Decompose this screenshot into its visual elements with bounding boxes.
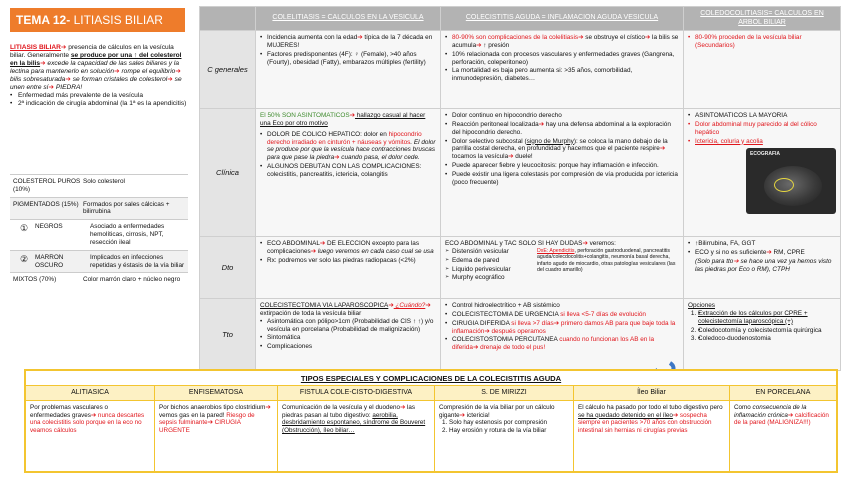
dto-coledocolitiasis: • ↑Bilirrubina, FA, GGT • ECO y si no es suficiente➔ RM, CPRE (Solo para tto➔ se hace una vez ya hemos visto las piedras por Eco o RM), CTPH: [684, 237, 841, 299]
corner-cell: [200, 7, 256, 31]
header-coledocolitiasis: COLEDOCOLITIASIS= CALCULOS EN ARBOL BILIAR: [684, 7, 841, 31]
page-title: [10, 8, 185, 32]
stones-table: [10, 174, 188, 287]
col-ileo-biliar: Íleo Biliar El cálculo ha pasado por todo el tubo digestivo pero se ha quedado detenido en el íleo➔ sospecha siempre en pacientes >70 años con obstrucción intestinal sin hernias ni cirugías previas: [574, 386, 730, 471]
dto-colecistitis: ECO ABDOMINAL y TAC SOLO SI HAY DUDAS➔ veremos: ➢ Distensión vesicular ➢ Edema de pared ➢ Líquido perivesicular ➢ Murphy ecográfico DxE: Apendicitis, perforación gastroduodenal, pancreatitis aguda/colecdocolitis+colangitis, neumonía basal derecha, infarto agudo de miocardio, otras patologías vesiculares (las del cuadro amarillo): [441, 237, 684, 299]
intro-bullet: • 2ª indicación de cirugía abdominal (la 1ª es la apendicitis): [10, 100, 188, 108]
row-label-generales: C generales: [200, 31, 256, 109]
ultrasound-image: ECOGRAFIA: [746, 148, 836, 214]
differential-diagnosis: DxE: Apendicitis, perforación gastroduodenal, pancreatitis aguda/colecdocolitis+colangitis, neumonía basal derecha, infarto agudo de miocardio, otras patologías vesiculares (las del cuadro amarillo): [537, 247, 676, 273]
stones-row: PIGMENTADOS (15%) Formados por sales cálcicas + bilirrubina: [10, 197, 188, 220]
stones-row: MIXTOS (70%) Color marrón claro + núcleo negro: [10, 272, 188, 287]
generales-coledocolitiasis: • 80-90% proceden de la vesícula biliar (Secundarios): [684, 31, 841, 109]
intro-term: LITIASIS BILIAR: [10, 44, 61, 51]
title-main: TEMA 12-: [16, 13, 71, 27]
intro-paragraph: LITIASIS BILIAR➔ presencia de cálculos en la vesícula biliar. Generalmente se produce por una ↑ del colesterol en la bilis➔ excede la capacidad de las sales biliares y la lectina para mantenerlo en solución➔ rompe el equilibrio➔ bilis sobresaturada➔ se forman cristales de colesterol➔ se unen entre sí➔ PIEDRA!: [10, 44, 182, 92]
clinica-coledocolitiasis: • ASINTOMATICOS LA MAYORIA • Dolor abdominal muy parecido al del cólico hepático • Ictericia, coluria y acolia ECOGRAFIA: [684, 109, 841, 237]
header-colecistitis: COLECISTITIS AGUDA = INFLAMACION AGUDA VESICULA: [441, 7, 684, 31]
number-two-icon: ②: [19, 253, 29, 264]
generales-colelitiasis: • Incidencia aumenta con la edad➔ típica de la 7 década en MUJERES! • Factores predisponentes (4F): ♀ (Female), >40 años (Fourty), obesidad (Fatty), embarazos múltiples (fertility): [256, 31, 441, 109]
tto-colelitiasis: COLECISTECTOMIA VIA LAPAROSCOPICA➔ ¿Cuándo?➔ extirpación de toda la vesícula biliar • Asintomática con pólipo>1cm (Probabilidad de CIS ↑ ↑) y/o vesícula en porcelana (Probabilidad de malignización) • Sintomática • Complicaciones: [256, 299, 441, 371]
intro-bullets: [10, 92, 188, 108]
header-colelitiasis: COLELITIASIS = CALCULOS EN LA VESICULA: [256, 7, 441, 31]
stones-row: ② MARRON OSCURO Implicados en infecciones repetidas y éstasis de la vía biliar: [10, 250, 188, 273]
stones-row: COLESTEROL PUROS (10%) Solo colesterol: [10, 174, 188, 197]
clinica-colelitiasis: El 50% SON ASINTOMATICOS➔ hallazgo casual al hacer una Eco por otro motivo • DOLOR DE COLICO HEPATICO: dolor en hipocondrio derecho irradiado en cinturón + náuseas y vómitos. El dolor se produce por que la vesícula hace contracciones bruscas para que pase la piedra➔ cuando pasa, el dolor cede. • ALGUNOS DEBUTAN CON LAS COMPLICACIONES: colecistitis, pancreatitis, ictericia, colangitis: [256, 109, 441, 237]
comparison-table: [199, 6, 841, 371]
tto-coledocolitiasis: Opciones • 1. Extracción de los cálculos por CPRE + colecistectomía laparoscópica (+) • 2. Coledocotomía y colecistectomía quirúrgica • 3. Coledoco-duodenostomia: [684, 299, 841, 371]
col-mirizzi: S. DE MIRIZZI Compresión de la vía biliar por un cálculo gigante➔ ictericia! 1. Solo hay estenosis por compresión 2. Hay erosión y rotura de la vía biliar: [435, 386, 574, 471]
col-enfisematosa: ENFISEMATOSA Por bichos anaerobios tipo clostridium➔ vemos gas en la pared! Riesgo de sepsis fulminante➔ CIRUGIA URGENTE: [155, 386, 278, 471]
col-porcelana: EN PORCELANA Como consecuencia de la inflamación crónica➔ calcificación de la pared (MALIGNIZA!!!): [730, 386, 836, 471]
stones-row: ① NEGROS Asociado a enfermedades hemolíticas, cirrosis, NPT, resección ileal: [10, 219, 188, 249]
intro-bullet: • Enfermedad más prevalente de la vesícula: [10, 92, 188, 100]
row-label-tto: Tto: [200, 299, 256, 371]
intro-text: [10, 44, 188, 108]
clinica-colecistitis: • Dolor continuo en hipocondrio derecho • Reacción peritoneal localizada➔ hay una defensa abdominal a la exploración del hipocondrio derecho. • Dolor selectivo subcostal (signo de Murphy): se coloca la mano debajo de la parrilla costal derecha, en profundidad y hacemos que el paciente respire➔ tocamos la vesícula➔ duele! • Puede aparecer fiebre y leucocitosis: porque hay inflamación e infección. • Puede existir una ligera colestasis por compresión de vía producida por ictericia (poco frecuente): [441, 109, 684, 237]
col-fistula: FISTULA COLE-CISTO-DIGESTIVA Comunicación de la vesícula y el duodeno➔ las piedras pasan al tubo digestivo: aerobilia, desbridamiento espontaneo, síndrome de Bouveret (Obstrucción), íleo biliar…: [278, 386, 435, 471]
tto-colecistitis: • Control hidroelectrítico + AB sistémico • COLECISTECTOMIA DE URGENCIA si lleva <5-7 días de evolución • CIRUGIA DIFERIDA si lleva >7 días➔ primero damos AB para que baje toda la inflamación➔ después operamos • COLECISTOSTOMIA PERCUTANEA cuando no funcionan los AB en la diferida➔ drenaje de todo el pus!: [441, 299, 684, 371]
row-label-dto: Dto: [200, 237, 256, 299]
row-label-clinica: Clínica: [200, 109, 256, 237]
number-one-icon: ①: [19, 223, 29, 234]
dto-colelitiasis: • ECO ABDOMINAL➔ DE ELECCION excepto para las complicaciones➔ luego veremos en cada caso cual se usa • Rx: podremos ver solo las piedras radiopacas (<2%): [256, 237, 441, 299]
generales-colecistitis: • 80-90% son complicaciones de la colelitiasis➔ se obstruye el cístico➔ la bilis se acumula➔ ↑ presión • 10% relacionada con procesos vasculares y enfermedades graves (Gangrena, perforación, coleperitoneo) • La mortalidad es baja pero aumenta si: >35 años, comorbilidad, inmunodepresión, diabetes…: [441, 31, 684, 109]
complications-panel: [24, 369, 838, 473]
complications-title: TIPOS ESPECIALES Y COMPLICACIONES DE LA COLECISTITIS AGUDA: [26, 371, 836, 386]
col-alitiasica: ALITIASICA Por problemas vasculares o enfermedades graves➔ nunca descartes una colecistitis solo porque en la eco no veamos cálculos: [26, 386, 155, 471]
title-sub: LITIASIS BILIAR: [70, 13, 163, 27]
